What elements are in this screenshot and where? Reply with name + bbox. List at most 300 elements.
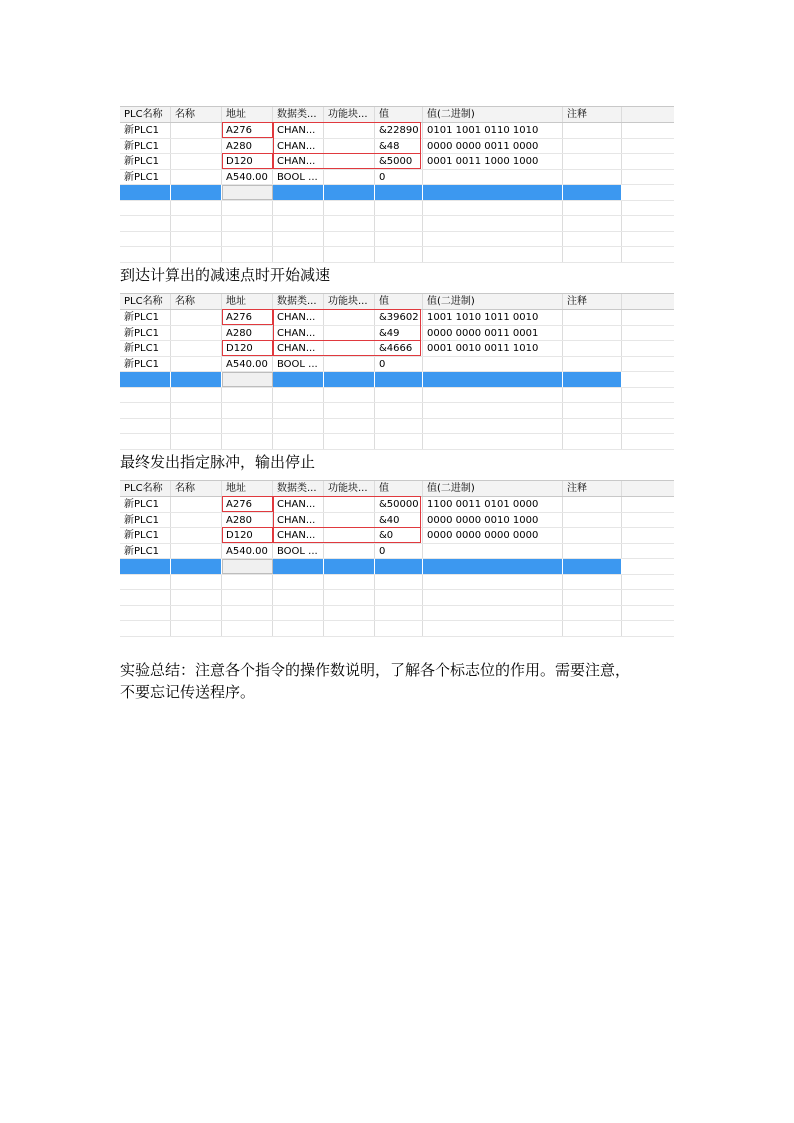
column-header-function-block[interactable]: 功能块... xyxy=(324,107,375,122)
selected-cell[interactable] xyxy=(171,559,222,574)
empty-cell[interactable] xyxy=(563,419,622,434)
empty-cell[interactable] xyxy=(324,606,375,621)
table-row[interactable] xyxy=(120,544,674,560)
selected-cell[interactable] xyxy=(563,185,622,200)
empty-row[interactable] xyxy=(120,419,674,435)
cell-comment[interactable] xyxy=(563,544,622,559)
empty-cell[interactable] xyxy=(423,621,563,636)
column-header-address[interactable]: 地址 xyxy=(222,481,273,496)
empty-cell[interactable] xyxy=(375,606,423,621)
empty-cell[interactable] xyxy=(120,247,171,262)
cell-spare[interactable] xyxy=(622,497,674,512)
empty-cell[interactable] xyxy=(563,621,622,636)
cell-address[interactable]: D120 xyxy=(222,528,273,543)
cell-comment[interactable] xyxy=(563,528,622,543)
table-row[interactable] xyxy=(120,357,674,373)
empty-cell[interactable] xyxy=(563,434,622,449)
cell-spare[interactable] xyxy=(622,154,674,169)
empty-cell[interactable] xyxy=(273,575,324,590)
cell-data-type[interactable]: CHAN... xyxy=(273,326,324,341)
table-row[interactable] xyxy=(120,139,674,155)
column-header-name[interactable]: 名称 xyxy=(171,481,222,496)
empty-cell[interactable] xyxy=(375,621,423,636)
selected-cell[interactable] xyxy=(120,372,171,387)
column-header-address[interactable]: 地址 xyxy=(222,294,273,309)
empty-cell[interactable] xyxy=(563,575,622,590)
cell-function-block[interactable] xyxy=(324,528,375,543)
empty-cell[interactable] xyxy=(222,419,273,434)
cell-function-block[interactable] xyxy=(324,513,375,528)
column-header-value[interactable]: 值 xyxy=(375,107,423,122)
selected-empty-row[interactable] xyxy=(120,372,674,388)
empty-row[interactable] xyxy=(120,575,674,591)
empty-cell[interactable] xyxy=(171,388,222,403)
empty-cell[interactable] xyxy=(120,419,171,434)
column-header-spare[interactable] xyxy=(622,481,674,496)
cell-plc-name[interactable]: 新PLC1 xyxy=(120,154,171,169)
cell-function-block[interactable] xyxy=(324,497,375,512)
selected-cell[interactable] xyxy=(622,372,674,387)
cell-address[interactable]: A540.00 xyxy=(222,544,273,559)
empty-cell[interactable] xyxy=(622,403,674,418)
column-header-value-binary[interactable]: 值(二进制) xyxy=(423,294,563,309)
empty-cell[interactable] xyxy=(171,606,222,621)
empty-cell[interactable] xyxy=(120,216,171,231)
cell-data-type[interactable]: CHAN... xyxy=(273,123,324,138)
cell-comment[interactable] xyxy=(563,310,622,325)
active-input-cell[interactable] xyxy=(222,559,273,574)
column-header-comment[interactable]: 注释 xyxy=(563,294,622,309)
empty-cell[interactable] xyxy=(324,575,375,590)
selected-cell[interactable] xyxy=(171,372,222,387)
cell-plc-name[interactable]: 新PLC1 xyxy=(120,497,171,512)
cell-comment[interactable] xyxy=(563,123,622,138)
cell-comment[interactable] xyxy=(563,170,622,185)
empty-cell[interactable] xyxy=(563,216,622,231)
cell-spare[interactable] xyxy=(622,513,674,528)
empty-cell[interactable] xyxy=(120,434,171,449)
cell-spare[interactable] xyxy=(622,139,674,154)
cell-comment[interactable] xyxy=(563,139,622,154)
watch-table-3 xyxy=(120,480,674,637)
cell-data-type[interactable]: CHAN... xyxy=(273,154,324,169)
cell-function-block[interactable] xyxy=(324,310,375,325)
empty-cell[interactable] xyxy=(171,621,222,636)
empty-cell[interactable] xyxy=(423,201,563,216)
empty-cell[interactable] xyxy=(563,232,622,247)
empty-cell[interactable] xyxy=(222,575,273,590)
empty-cell[interactable] xyxy=(273,590,324,605)
column-header-comment[interactable]: 注释 xyxy=(563,481,622,496)
empty-cell[interactable] xyxy=(375,575,423,590)
cell-address[interactable]: A540.00 xyxy=(222,170,273,185)
empty-cell[interactable] xyxy=(622,590,674,605)
column-header-data-type[interactable]: 数据类... xyxy=(273,294,324,309)
cell-name[interactable] xyxy=(171,326,222,341)
cell-spare[interactable] xyxy=(622,310,674,325)
selected-cell[interactable] xyxy=(563,559,622,574)
selected-cell[interactable] xyxy=(375,559,423,574)
empty-cell[interactable] xyxy=(222,201,273,216)
empty-row[interactable] xyxy=(120,216,674,232)
cell-plc-name[interactable]: 新PLC1 xyxy=(120,528,171,543)
cell-name[interactable] xyxy=(171,154,222,169)
empty-cell[interactable] xyxy=(375,590,423,605)
empty-cell[interactable] xyxy=(423,232,563,247)
cell-name[interactable] xyxy=(171,123,222,138)
selected-cell[interactable] xyxy=(273,185,324,200)
empty-cell[interactable] xyxy=(622,621,674,636)
caption-stop: 最终发出指定脉冲，输出停止 xyxy=(120,453,316,471)
empty-row[interactable] xyxy=(120,590,674,606)
empty-cell[interactable] xyxy=(622,388,674,403)
selected-cell[interactable] xyxy=(324,185,375,200)
selected-cell[interactable] xyxy=(273,372,324,387)
column-header-data-type[interactable]: 数据类... xyxy=(273,107,324,122)
empty-cell[interactable] xyxy=(222,621,273,636)
cell-value-binary[interactable] xyxy=(423,357,563,372)
cell-name[interactable] xyxy=(171,170,222,185)
cell-name[interactable] xyxy=(171,310,222,325)
column-header-data-type[interactable]: 数据类... xyxy=(273,481,324,496)
cell-plc-name[interactable]: 新PLC1 xyxy=(120,544,171,559)
empty-cell[interactable] xyxy=(222,232,273,247)
cell-address[interactable]: A276 xyxy=(222,497,273,512)
empty-cell[interactable] xyxy=(563,388,622,403)
column-header-value-binary[interactable]: 值(二进制) xyxy=(423,481,563,496)
column-header-plc-name[interactable]: PLC名称 xyxy=(120,294,171,309)
cell-name[interactable] xyxy=(171,544,222,559)
cell-name[interactable] xyxy=(171,513,222,528)
empty-cell[interactable] xyxy=(120,403,171,418)
empty-cell[interactable] xyxy=(324,388,375,403)
empty-cell[interactable] xyxy=(120,621,171,636)
empty-row[interactable] xyxy=(120,403,674,419)
cell-function-block[interactable] xyxy=(324,341,375,356)
cell-name[interactable] xyxy=(171,341,222,356)
cell-plc-name[interactable]: 新PLC1 xyxy=(120,310,171,325)
cell-plc-name[interactable]: 新PLC1 xyxy=(120,357,171,372)
empty-cell[interactable] xyxy=(622,247,674,262)
selected-cell[interactable] xyxy=(622,185,674,200)
selected-cell[interactable] xyxy=(423,372,563,387)
empty-cell[interactable] xyxy=(273,388,324,403)
empty-cell[interactable] xyxy=(273,201,324,216)
empty-cell[interactable] xyxy=(171,419,222,434)
empty-cell[interactable] xyxy=(563,201,622,216)
cell-spare[interactable] xyxy=(622,341,674,356)
empty-row[interactable] xyxy=(120,606,674,622)
cell-value-binary[interactable]: 0000 0000 0000 0000 xyxy=(423,528,563,543)
empty-cell[interactable] xyxy=(120,590,171,605)
selected-cell[interactable] xyxy=(622,559,674,574)
cell-function-block[interactable] xyxy=(324,123,375,138)
empty-cell[interactable] xyxy=(324,232,375,247)
empty-cell[interactable] xyxy=(171,590,222,605)
cell-value-binary[interactable] xyxy=(423,544,563,559)
cell-spare[interactable] xyxy=(622,544,674,559)
cell-value-binary[interactable]: 0001 0011 1000 1000 xyxy=(423,154,563,169)
empty-cell[interactable] xyxy=(324,216,375,231)
cell-data-type[interactable]: CHAN... xyxy=(273,341,324,356)
cell-function-block[interactable] xyxy=(324,544,375,559)
table-row[interactable] xyxy=(120,513,674,529)
cell-function-block[interactable] xyxy=(324,139,375,154)
cell-value[interactable]: &0 xyxy=(375,528,423,543)
empty-cell[interactable] xyxy=(563,590,622,605)
selected-empty-row[interactable] xyxy=(120,185,674,201)
cell-comment[interactable] xyxy=(563,341,622,356)
empty-cell[interactable] xyxy=(423,247,563,262)
empty-row[interactable] xyxy=(120,388,674,404)
cell-data-type[interactable]: CHAN... xyxy=(273,513,324,528)
selected-cell[interactable] xyxy=(273,559,324,574)
cell-value-binary[interactable]: 0000 0000 0011 0001 xyxy=(423,326,563,341)
column-header-address[interactable]: 地址 xyxy=(222,107,273,122)
empty-cell[interactable] xyxy=(423,590,563,605)
empty-row[interactable] xyxy=(120,201,674,217)
empty-cell[interactable] xyxy=(375,216,423,231)
cell-name[interactable] xyxy=(171,139,222,154)
column-header-name[interactable]: 名称 xyxy=(171,107,222,122)
empty-cell[interactable] xyxy=(171,232,222,247)
empty-cell[interactable] xyxy=(622,232,674,247)
column-header-spare[interactable] xyxy=(622,294,674,309)
selected-cell[interactable] xyxy=(324,559,375,574)
cell-plc-name[interactable]: 新PLC1 xyxy=(120,326,171,341)
empty-cell[interactable] xyxy=(324,434,375,449)
empty-cell[interactable] xyxy=(423,388,563,403)
selected-cell[interactable] xyxy=(120,559,171,574)
column-header-comment[interactable]: 注释 xyxy=(563,107,622,122)
empty-cell[interactable] xyxy=(423,216,563,231)
column-header-spare[interactable] xyxy=(622,107,674,122)
empty-cell[interactable] xyxy=(222,590,273,605)
cell-data-type[interactable]: BOOL ... xyxy=(273,544,324,559)
cell-spare[interactable] xyxy=(622,357,674,372)
cell-spare[interactable] xyxy=(622,528,674,543)
empty-cell[interactable] xyxy=(324,419,375,434)
empty-cell[interactable] xyxy=(423,575,563,590)
empty-cell[interactable] xyxy=(423,606,563,621)
empty-cell[interactable] xyxy=(622,216,674,231)
cell-address[interactable]: A276 xyxy=(222,123,273,138)
cell-address[interactable]: A280 xyxy=(222,513,273,528)
cell-plc-name[interactable]: 新PLC1 xyxy=(120,170,171,185)
cell-value-binary[interactable]: 1100 0011 0101 0000 xyxy=(423,497,563,512)
cell-data-type[interactable]: CHAN... xyxy=(273,310,324,325)
empty-cell[interactable] xyxy=(120,232,171,247)
empty-cell[interactable] xyxy=(375,247,423,262)
cell-data-type[interactable]: BOOL ... xyxy=(273,170,324,185)
cell-address[interactable]: D120 xyxy=(222,341,273,356)
empty-cell[interactable] xyxy=(120,606,171,621)
table-row[interactable] xyxy=(120,497,674,513)
empty-cell[interactable] xyxy=(563,247,622,262)
column-header-plc-name[interactable]: PLC名称 xyxy=(120,107,171,122)
cell-value[interactable]: &49 xyxy=(375,326,423,341)
cell-spare[interactable] xyxy=(622,326,674,341)
empty-cell[interactable] xyxy=(375,403,423,418)
column-header-name[interactable]: 名称 xyxy=(171,294,222,309)
cell-function-block[interactable] xyxy=(324,170,375,185)
column-header-function-block[interactable]: 功能块... xyxy=(324,481,375,496)
table-row[interactable] xyxy=(120,170,674,186)
column-header-value[interactable]: 值 xyxy=(375,294,423,309)
empty-cell[interactable] xyxy=(273,403,324,418)
column-header-function-block[interactable]: 功能块... xyxy=(324,294,375,309)
cell-value-binary[interactable]: 1001 1010 1011 0010 xyxy=(423,310,563,325)
cell-plc-name[interactable]: 新PLC1 xyxy=(120,341,171,356)
empty-cell[interactable] xyxy=(120,575,171,590)
empty-cell[interactable] xyxy=(273,434,324,449)
cell-value-binary[interactable] xyxy=(423,170,563,185)
empty-row[interactable] xyxy=(120,434,674,450)
table-header xyxy=(120,480,674,497)
empty-cell[interactable] xyxy=(423,419,563,434)
cell-data-type[interactable]: BOOL ... xyxy=(273,357,324,372)
cell-value-binary[interactable]: 0101 1001 0110 1010 xyxy=(423,123,563,138)
empty-cell[interactable] xyxy=(375,232,423,247)
cell-function-block[interactable] xyxy=(324,357,375,372)
cell-value[interactable]: &22890 xyxy=(375,123,423,138)
empty-cell[interactable] xyxy=(622,434,674,449)
selected-empty-row[interactable] xyxy=(120,559,674,575)
selected-cell[interactable] xyxy=(375,185,423,200)
empty-cell[interactable] xyxy=(171,575,222,590)
cell-value[interactable]: &50000 xyxy=(375,497,423,512)
empty-cell[interactable] xyxy=(273,621,324,636)
cell-value[interactable]: &4666 xyxy=(375,341,423,356)
empty-cell[interactable] xyxy=(222,216,273,231)
selected-cell[interactable] xyxy=(423,559,563,574)
cell-function-block[interactable] xyxy=(324,326,375,341)
empty-cell[interactable] xyxy=(324,590,375,605)
cell-comment[interactable] xyxy=(563,497,622,512)
cell-value[interactable]: &48 xyxy=(375,139,423,154)
active-input-cell[interactable] xyxy=(222,185,273,200)
selected-cell[interactable] xyxy=(563,372,622,387)
empty-cell[interactable] xyxy=(324,621,375,636)
empty-cell[interactable] xyxy=(222,606,273,621)
cell-value[interactable]: &39602 xyxy=(375,310,423,325)
cell-name[interactable] xyxy=(171,497,222,512)
empty-cell[interactable] xyxy=(423,434,563,449)
empty-cell[interactable] xyxy=(423,403,563,418)
selected-cell[interactable] xyxy=(375,372,423,387)
empty-cell[interactable] xyxy=(622,201,674,216)
column-header-plc-name[interactable]: PLC名称 xyxy=(120,481,171,496)
empty-cell[interactable] xyxy=(171,247,222,262)
cell-plc-name[interactable]: 新PLC1 xyxy=(120,513,171,528)
cell-spare[interactable] xyxy=(622,170,674,185)
empty-cell[interactable] xyxy=(120,201,171,216)
empty-row[interactable] xyxy=(120,621,674,637)
selected-cell[interactable] xyxy=(324,372,375,387)
empty-cell[interactable] xyxy=(324,247,375,262)
cell-value[interactable]: 0 xyxy=(375,544,423,559)
empty-cell[interactable] xyxy=(622,606,674,621)
empty-cell[interactable] xyxy=(273,232,324,247)
empty-cell[interactable] xyxy=(120,388,171,403)
table-row[interactable] xyxy=(120,341,674,357)
selected-cell[interactable] xyxy=(171,185,222,200)
empty-cell[interactable] xyxy=(273,606,324,621)
empty-cell[interactable] xyxy=(222,403,273,418)
empty-cell[interactable] xyxy=(375,434,423,449)
cell-spare[interactable] xyxy=(622,123,674,138)
table-row[interactable] xyxy=(120,154,674,170)
cell-data-type[interactable]: CHAN... xyxy=(273,528,324,543)
empty-cell[interactable] xyxy=(171,434,222,449)
cell-value[interactable]: 0 xyxy=(375,170,423,185)
cell-comment[interactable] xyxy=(563,513,622,528)
column-header-value[interactable]: 值 xyxy=(375,481,423,496)
selected-cell[interactable] xyxy=(120,185,171,200)
table-row[interactable] xyxy=(120,123,674,139)
cell-value[interactable]: &40 xyxy=(375,513,423,528)
selected-cell[interactable] xyxy=(423,185,563,200)
empty-cell[interactable] xyxy=(171,201,222,216)
empty-cell[interactable] xyxy=(563,403,622,418)
empty-cell[interactable] xyxy=(324,201,375,216)
cell-data-type[interactable]: CHAN... xyxy=(273,139,324,154)
empty-cell[interactable] xyxy=(171,403,222,418)
table-row[interactable] xyxy=(120,326,674,342)
table-row[interactable] xyxy=(120,310,674,326)
empty-cell[interactable] xyxy=(563,606,622,621)
empty-cell[interactable] xyxy=(222,388,273,403)
empty-cell[interactable] xyxy=(171,216,222,231)
empty-row[interactable] xyxy=(120,232,674,248)
cell-address[interactable]: A280 xyxy=(222,139,273,154)
cell-value[interactable]: &5000 xyxy=(375,154,423,169)
cell-data-type[interactable]: CHAN... xyxy=(273,497,324,512)
active-input-cell[interactable] xyxy=(222,372,273,387)
column-header-value-binary[interactable]: 值(二进制) xyxy=(423,107,563,122)
cell-name[interactable] xyxy=(171,528,222,543)
cell-value-binary[interactable]: 0000 0000 0011 0000 xyxy=(423,139,563,154)
cell-value-binary[interactable]: 0001 0010 0011 1010 xyxy=(423,341,563,356)
cell-plc-name[interactable]: 新PLC1 xyxy=(120,139,171,154)
empty-cell[interactable] xyxy=(375,419,423,434)
cell-value[interactable]: 0 xyxy=(375,357,423,372)
empty-cell[interactable] xyxy=(375,388,423,403)
table-row[interactable] xyxy=(120,528,674,544)
empty-row[interactable] xyxy=(120,247,674,263)
empty-cell[interactable] xyxy=(622,419,674,434)
cell-value-binary[interactable]: 0000 0000 0010 1000 xyxy=(423,513,563,528)
cell-function-block[interactable] xyxy=(324,154,375,169)
empty-cell[interactable] xyxy=(375,201,423,216)
empty-cell[interactable] xyxy=(273,247,324,262)
empty-cell[interactable] xyxy=(273,419,324,434)
cell-address[interactable]: A540.00 xyxy=(222,357,273,372)
empty-cell[interactable] xyxy=(622,575,674,590)
empty-cell[interactable] xyxy=(222,247,273,262)
cell-address[interactable]: D120 xyxy=(222,154,273,169)
cell-comment[interactable] xyxy=(563,154,622,169)
empty-cell[interactable] xyxy=(324,403,375,418)
cell-address[interactable]: A276 xyxy=(222,310,273,325)
cell-comment[interactable] xyxy=(563,326,622,341)
empty-cell[interactable] xyxy=(222,434,273,449)
cell-plc-name[interactable]: 新PLC1 xyxy=(120,123,171,138)
empty-cell[interactable] xyxy=(273,216,324,231)
cell-address[interactable]: A280 xyxy=(222,326,273,341)
cell-comment[interactable] xyxy=(563,357,622,372)
cell-name[interactable] xyxy=(171,357,222,372)
